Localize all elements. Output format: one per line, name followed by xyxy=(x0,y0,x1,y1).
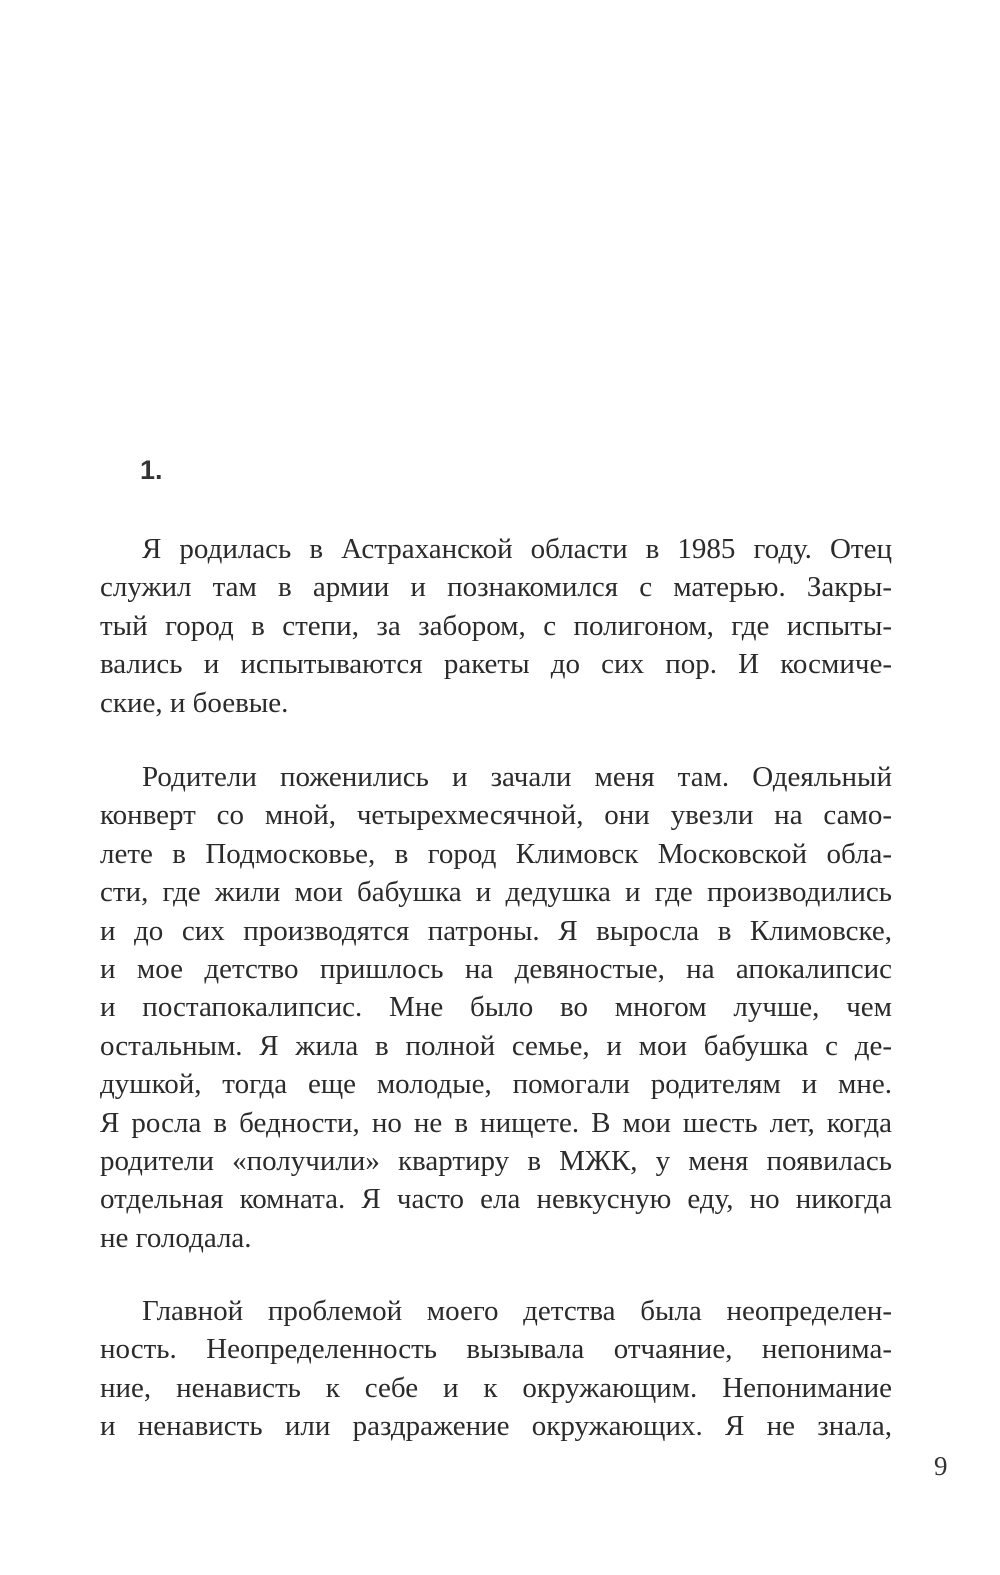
text-line: конверт со мной, четырехмесячной, они увезли на само- xyxy=(100,799,892,832)
text-line: ние, ненависть к себе и к окружающим. Непонимание xyxy=(100,1371,892,1404)
text-line: и постапокалипсис. Мне было во многом лучше, чем xyxy=(100,991,892,1024)
page-number: 9 xyxy=(934,1451,948,1481)
text-line: Я родилась в Астраханской области в 1985 году. Отец xyxy=(142,533,892,565)
chapter-number: 1. xyxy=(140,455,163,485)
text-line: отдельная комната. Я часто ела невкусную еду, но никогда xyxy=(100,1183,892,1216)
text-line: служил там в армии и познакомился с матерью. Закры- xyxy=(100,571,892,604)
paragraph-2 xyxy=(100,758,892,1257)
text-line: Я росла в бедности, но не в нищете. В мои шесть лет, когда xyxy=(100,1106,892,1139)
text-line: душкой, тогда еще молодые, помогали родителям и мне. xyxy=(100,1068,892,1101)
text-line: ность. Неопределенность вызывала отчаяние, непонима- xyxy=(100,1333,892,1366)
text-line: Родители поженились и зачали меня там. Одеяльный xyxy=(142,761,892,793)
text-line: и ненависть или раздражение окружающих. Я не знала, xyxy=(100,1410,892,1443)
text-line: вались и испытываются ракеты до сих пор. И космиче- xyxy=(100,648,892,681)
text-line: родители «получили» квартиру в МЖК, у меня появилась xyxy=(100,1145,892,1178)
text-line: остальным. Я жила в полной семье, и мои бабушка с де- xyxy=(100,1029,892,1062)
text-line: лете в Подмосковье, в город Климовск Московской обла- xyxy=(100,837,892,870)
text-line: и до сих производятся патроны. Я выросла в Климовске, xyxy=(100,914,892,947)
text-line: ские, и боевые. xyxy=(100,686,289,719)
text-line: не голодала. xyxy=(100,1221,252,1254)
text-line: тый город в степи, за забором, с полигоном, где испыты- xyxy=(100,609,892,642)
text-line: и мое детство пришлось на девяностые, на апокалипсис xyxy=(100,953,892,986)
paragraph-1 xyxy=(100,530,892,722)
paragraph-3 xyxy=(100,1292,892,1446)
text-line: сти, где жили мои бабушка и дедушка и где производились xyxy=(100,876,892,909)
text-line: Главной проблемой моего детства была неопределен- xyxy=(142,1295,892,1327)
